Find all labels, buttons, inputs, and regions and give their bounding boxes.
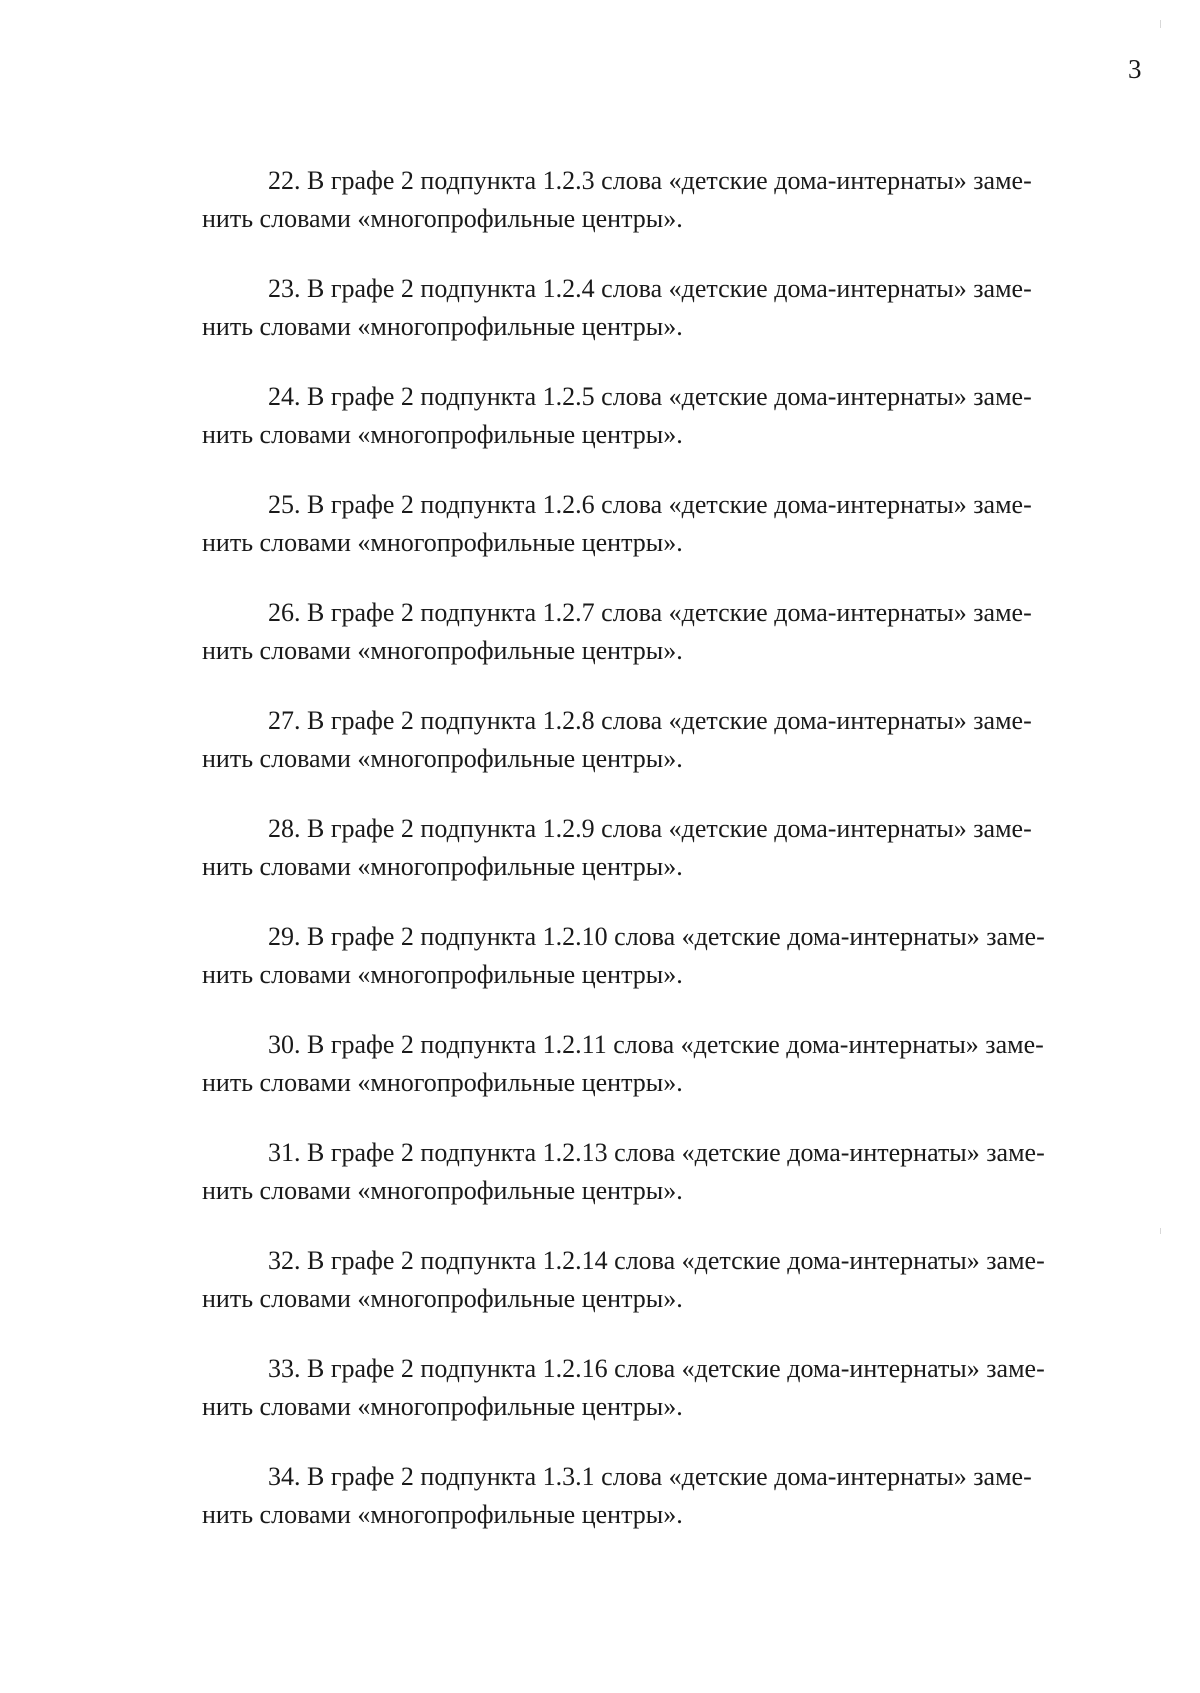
amendment-item	[202, 1458, 1132, 1534]
amendment-text-line: нить словами «многопрофильные центры».	[202, 420, 683, 449]
amendment-text-line: нить словами «многопрофильные центры».	[202, 960, 683, 989]
scan-edge-mark	[1160, 1228, 1161, 1234]
amendment-text-line: нить словами «многопрофильные центры».	[202, 528, 683, 557]
amendment-item	[202, 918, 1132, 994]
amendment-text-line: нить словами «многопрофильные центры».	[202, 744, 683, 773]
amendment-item	[202, 162, 1132, 238]
amendment-item	[202, 1134, 1132, 1210]
scan-edge-mark	[1160, 20, 1161, 28]
amendment-item	[202, 378, 1132, 454]
amendment-item	[202, 1350, 1132, 1426]
amendment-text-line: 34. В графе 2 подпункта 1.3.1 слова «детские дома-интернаты» заме-	[268, 1462, 1032, 1491]
amendment-list	[202, 162, 1132, 1566]
amendment-text-line: нить словами «многопрофильные центры».	[202, 1392, 683, 1421]
amendment-text-line: нить словами «многопрофильные центры».	[202, 852, 683, 881]
amendment-item	[202, 270, 1132, 346]
amendment-text-line: нить словами «многопрофильные центры».	[202, 1176, 683, 1205]
amendment-text-line: 33. В графе 2 подпункта 1.2.16 слова «детские дома-интернаты» заме-	[268, 1354, 1045, 1383]
amendment-text-line: 23. В графе 2 подпункта 1.2.4 слова «детские дома-интернаты» заме-	[268, 274, 1032, 303]
amendment-text-line: 28. В графе 2 подпункта 1.2.9 слова «детские дома-интернаты» заме-	[268, 814, 1032, 843]
amendment-item	[202, 594, 1132, 670]
amendment-text-line: нить словами «многопрофильные центры».	[202, 1284, 683, 1313]
amendment-text-line: 29. В графе 2 подпункта 1.2.10 слова «детские дома-интернаты» заме-	[268, 922, 1045, 951]
amendment-text-line: 24. В графе 2 подпункта 1.2.5 слова «детские дома-интернаты» заме-	[268, 382, 1032, 411]
amendment-item	[202, 702, 1132, 778]
amendment-text-line: нить словами «многопрофильные центры».	[202, 1068, 683, 1097]
amendment-text-line: нить словами «многопрофильные центры».	[202, 1500, 683, 1529]
amendment-text-line: 26. В графе 2 подпункта 1.2.7 слова «детские дома-интернаты» заме-	[268, 598, 1032, 627]
amendment-text-line: 32. В графе 2 подпункта 1.2.14 слова «детские дома-интернаты» заме-	[268, 1246, 1045, 1275]
amendment-item	[202, 1242, 1132, 1318]
page-number: 3	[1128, 54, 1142, 84]
amendment-item	[202, 810, 1132, 886]
amendment-item	[202, 486, 1132, 562]
amendment-text-line: нить словами «многопрофильные центры».	[202, 204, 683, 233]
amendment-text-line: 30. В графе 2 подпункта 1.2.11 слова «детские дома-интернаты» заме-	[268, 1030, 1044, 1059]
amendment-item	[202, 1026, 1132, 1102]
amendment-text-line: нить словами «многопрофильные центры».	[202, 636, 683, 665]
amendment-text-line: 22. В графе 2 подпункта 1.2.3 слова «детские дома-интернаты» заме-	[268, 166, 1032, 195]
amendment-text-line: 31. В графе 2 подпункта 1.2.13 слова «детские дома-интернаты» заме-	[268, 1138, 1045, 1167]
amendment-text-line: нить словами «многопрофильные центры».	[202, 312, 683, 341]
amendment-text-line: 25. В графе 2 подпункта 1.2.6 слова «детские дома-интернаты» заме-	[268, 490, 1032, 519]
amendment-text-line: 27. В графе 2 подпункта 1.2.8 слова «детские дома-интернаты» заме-	[268, 706, 1032, 735]
